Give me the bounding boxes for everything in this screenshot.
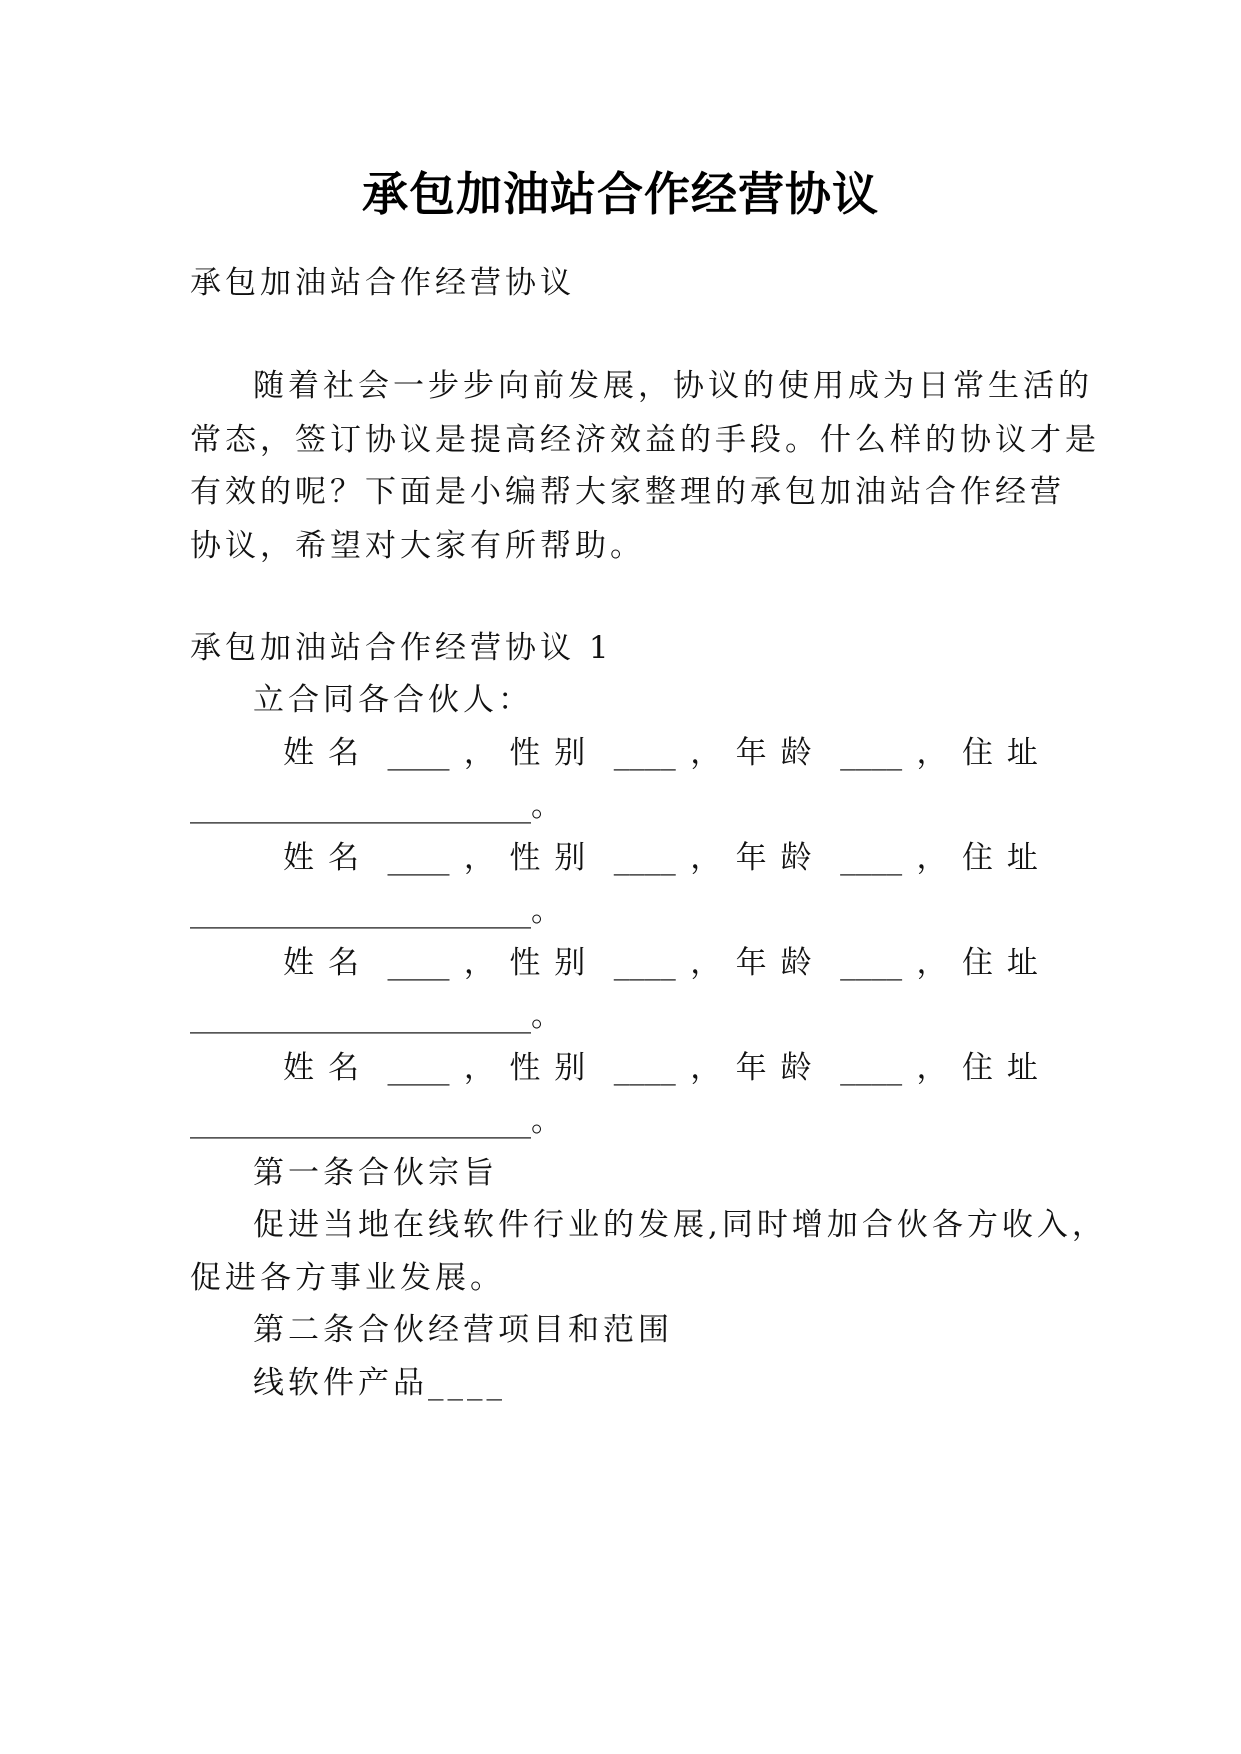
- partners-label: 立合同各合伙人：: [253, 682, 533, 718]
- gender-blank: ____: [613, 735, 676, 771]
- gender-blank: ____: [613, 945, 676, 981]
- partner-row: [283, 838, 1052, 878]
- gender-blank: ____: [613, 1050, 676, 1086]
- address-line: [190, 1101, 1052, 1141]
- name-label: 姓名: [283, 735, 373, 771]
- comma: ，: [916, 735, 948, 771]
- address-blank: ______________________: [190, 1103, 531, 1139]
- gender-label: 性别: [509, 1050, 600, 1086]
- end-mark: 。: [531, 1103, 566, 1139]
- comma: ，: [690, 840, 722, 876]
- age-blank: ____: [840, 1050, 903, 1086]
- comma: ，: [690, 735, 722, 771]
- end-mark: 。: [531, 998, 566, 1034]
- partner-row: [283, 943, 1052, 983]
- gender-blank: ____: [613, 840, 676, 876]
- article-heading: 第二条合伙经营项目和范围: [253, 1312, 673, 1348]
- gender-label: 性别: [509, 735, 600, 771]
- comma: ，: [463, 840, 495, 876]
- name-blank: ____: [387, 735, 450, 771]
- age-label: 年龄: [735, 1050, 826, 1086]
- age-label: 年龄: [735, 840, 826, 876]
- comma: ，: [463, 945, 495, 981]
- address-line: [190, 996, 1052, 1036]
- end-mark: 。: [531, 893, 566, 929]
- address-blank: ______________________: [190, 788, 531, 824]
- address-line: [190, 786, 1052, 826]
- comma: ，: [463, 1050, 495, 1086]
- address-blank: ______________________: [190, 893, 531, 929]
- article-heading: 第一条合伙宗旨: [253, 1155, 498, 1191]
- comma: ，: [690, 945, 722, 981]
- intro-line: 协议，希望对大家有所帮助。: [190, 528, 645, 564]
- address-blank: ______________________: [190, 998, 531, 1034]
- partner-row: [283, 733, 1052, 773]
- name-blank: ____: [387, 840, 450, 876]
- intro-line: 随着社会一步步向前发展，协议的使用成为日常生活的: [253, 368, 1093, 404]
- name-blank: ____: [387, 945, 450, 981]
- age-blank: ____: [840, 840, 903, 876]
- gender-label: 性别: [509, 840, 600, 876]
- age-label: 年龄: [735, 945, 826, 981]
- age-blank: ____: [840, 735, 903, 771]
- age-blank: ____: [840, 945, 903, 981]
- address-line: [190, 891, 1052, 931]
- age-label: 年龄: [735, 735, 826, 771]
- intro-line: 常态，签订协议是提高经济效益的手段。什么样的协议才是: [190, 422, 1100, 458]
- comma: ，: [690, 1050, 722, 1086]
- comma: ，: [463, 735, 495, 771]
- subtitle: 承包加油站合作经营协议: [190, 265, 575, 301]
- address-label: 住址: [961, 735, 1052, 771]
- gender-label: 性别: [509, 945, 600, 981]
- name-label: 姓名: [283, 840, 373, 876]
- address-label: 住址: [961, 945, 1052, 981]
- name-label: 姓名: [283, 945, 373, 981]
- partner-row: [283, 1048, 1052, 1088]
- article-text-line: 促进当地在线软件行业的发展,同时增加合伙各方收入，: [253, 1207, 1107, 1243]
- address-label: 住址: [961, 1050, 1052, 1086]
- name-blank: ____: [387, 1050, 450, 1086]
- address-label: 住址: [961, 840, 1052, 876]
- section-heading: 承包加油站合作经营协议 1: [190, 630, 613, 666]
- comma: ，: [916, 945, 948, 981]
- name-label: 姓名: [283, 1050, 373, 1086]
- document-title: 承包加油站合作经营协议: [362, 167, 879, 221]
- comma: ，: [916, 1050, 948, 1086]
- comma: ，: [916, 840, 948, 876]
- article-text-line: 促进各方事业发展。: [190, 1260, 505, 1296]
- article-item: 线软件产品____: [253, 1365, 506, 1401]
- end-mark: 。: [531, 788, 566, 824]
- intro-line: 有效的呢？下面是小编帮大家整理的承包加油站合作经营: [190, 474, 1065, 510]
